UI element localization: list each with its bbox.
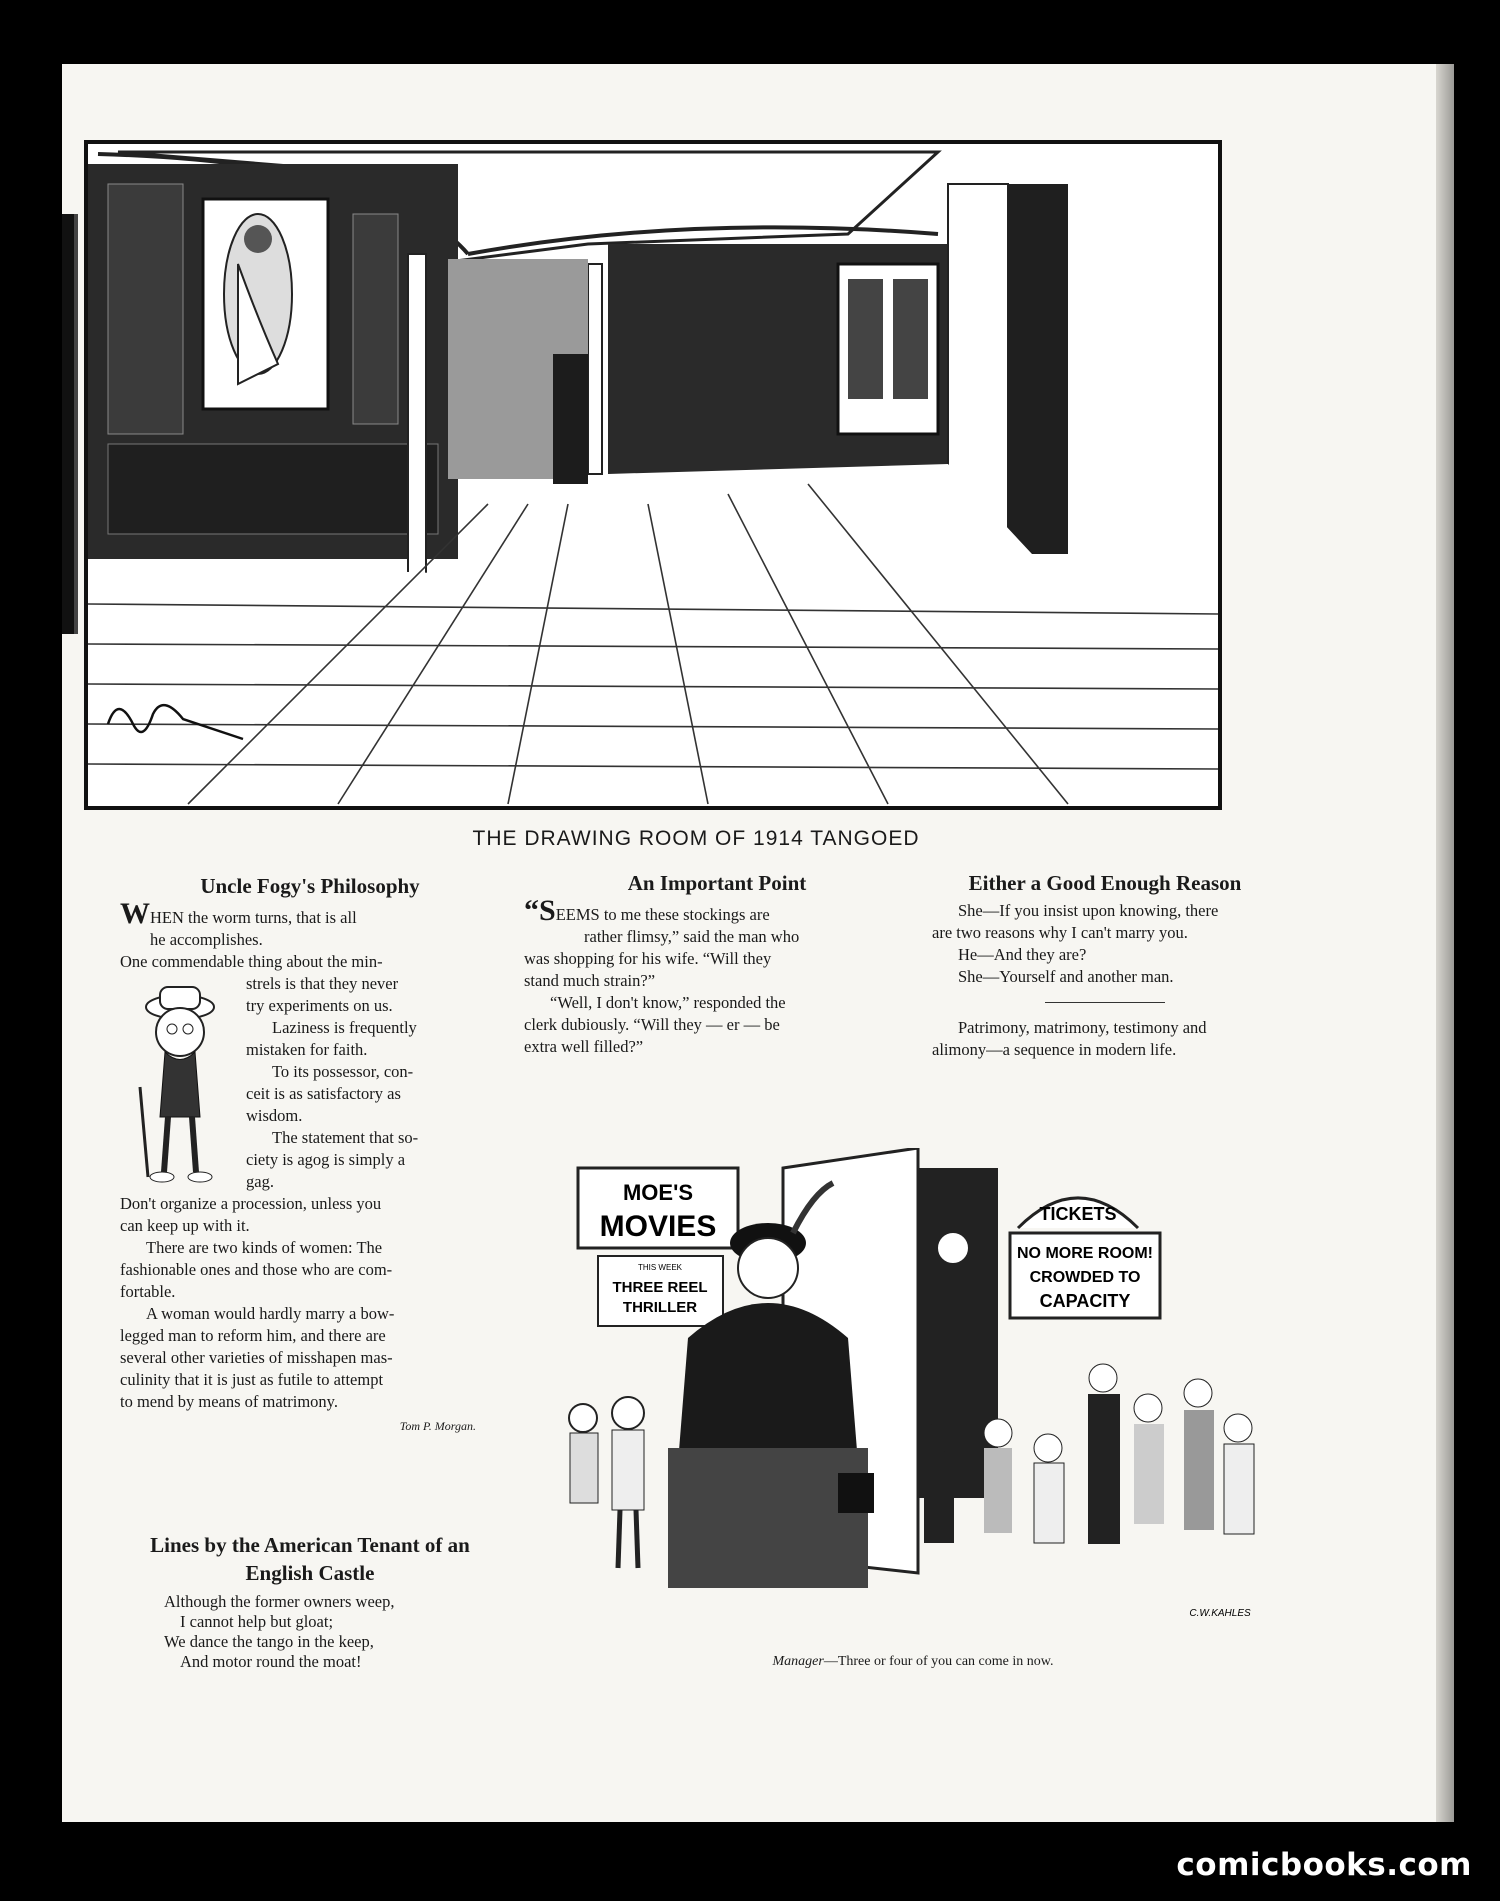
- sign-moes: MOE'S: [622, 1180, 694, 1205]
- divider: [1045, 1002, 1165, 1003]
- caption-speaker: Manager: [772, 1654, 824, 1669]
- poem-line: I cannot help but gloat;: [180, 1612, 334, 1631]
- uncle-fogy-illustration: [120, 977, 240, 1187]
- article-good-enough-reason: [932, 872, 1278, 1061]
- text-line: She—If you insist upon knowing, there: [958, 901, 1219, 920]
- text-line: wisdom.: [246, 1106, 303, 1125]
- drop-cap: W: [120, 897, 150, 930]
- page-spine-shadow: [1436, 64, 1454, 1822]
- sign-crowded-to: CROWDED TO: [1029, 1269, 1141, 1286]
- poem-american-tenant: [120, 1532, 500, 1672]
- text-line: rather flimsy,” said the man who: [584, 927, 800, 946]
- text-line: Laziness is frequently: [272, 1018, 417, 1037]
- sign-movies: MOVIES: [599, 1210, 717, 1243]
- headline: Either a Good Enough Reason: [968, 871, 1242, 895]
- text-line: He—And they are?: [958, 945, 1087, 964]
- text-line: ciety is agog is simply a: [246, 1150, 406, 1169]
- text-line: are two reasons why I can't marry you.: [932, 923, 1188, 942]
- caption-text: —Three or four of you can come in now.: [823, 1654, 1054, 1669]
- drawing-room-illustration: [84, 140, 1222, 810]
- poem-headline-line-2: English Castle: [245, 1561, 375, 1585]
- text-line: was shopping for his wife. “Will they: [524, 949, 772, 968]
- movie-theater-cartoon: [548, 1148, 1278, 1636]
- poem-headline-line-1: Lines by the American Tenant of an: [150, 1533, 470, 1557]
- text-line: The statement that so-: [272, 1128, 419, 1147]
- cartoon-caption: [548, 1654, 1278, 1670]
- text-line: HEN the worm turns, that is all: [150, 908, 357, 927]
- facing-page-edge: [62, 214, 78, 634]
- sign-three-reel: THREE REEL: [612, 1279, 708, 1296]
- text-line: stand much strain?”: [524, 971, 656, 990]
- text-line: fashionable ones and those who are com-: [120, 1260, 393, 1279]
- text-line: She—Yourself and another man.: [958, 967, 1174, 986]
- sign-this-week: THIS WEEK: [637, 1263, 683, 1272]
- text-line: To its possessor, con-: [272, 1062, 414, 1081]
- text-line: try experiments on us.: [246, 996, 393, 1015]
- text-line: A woman would hardly marry a bow-: [146, 1304, 395, 1323]
- poem-line: Although the former owners weep,: [164, 1592, 395, 1611]
- text-line: can keep up with it.: [120, 1216, 250, 1235]
- poem-line: And motor round the moat!: [180, 1652, 362, 1671]
- text-line: several other varieties of misshapen mas-: [120, 1348, 393, 1367]
- text-line: extra well filled?”: [524, 1037, 644, 1056]
- illustration-caption: THE DRAWING ROOM OF 1914 TANGOED: [472, 827, 920, 850]
- headline: Uncle Fogy's Philosophy: [200, 874, 420, 898]
- sign-tickets: TICKETS: [1039, 1204, 1117, 1224]
- text-line: mistaken for faith.: [246, 1040, 368, 1059]
- text-line: to mend by means of matrimony.: [120, 1392, 338, 1411]
- byline: Tom P. Morgan.: [399, 1419, 476, 1433]
- text-line: Don't organize a procession, unless you: [120, 1194, 382, 1213]
- text-line: There are two kinds of women: The: [146, 1238, 383, 1257]
- drop-cap: “S: [524, 894, 556, 927]
- text-line: One commendable thing about the min-: [120, 952, 383, 971]
- sign-no-more-room: NO MORE ROOM!: [1017, 1245, 1153, 1262]
- artist-signature: C.W.KAHLES: [1189, 1608, 1251, 1619]
- article-uncle-fogy: [120, 875, 500, 1437]
- text-line: clerk dubiously. “Will they — er — be: [524, 1015, 780, 1034]
- text-line: legged man to reform him, and there are: [120, 1326, 386, 1345]
- text-line: “Well, I don't know,” responded the: [550, 993, 786, 1012]
- epigram-line: Patrimony, matrimony, testimony and: [958, 1018, 1207, 1037]
- poem-line: We dance the tango in the keep,: [164, 1632, 374, 1651]
- watermark: comicbooks.com: [1176, 1847, 1472, 1883]
- text-line: gag.: [246, 1172, 274, 1191]
- text-line: ceit is as satisfactory as: [246, 1084, 401, 1103]
- sign-thriller: THRILLER: [622, 1299, 698, 1316]
- article-important-point: [524, 872, 910, 1058]
- sign-capacity: CAPACITY: [1039, 1291, 1131, 1311]
- text-line: EEMS to me these stockings are: [555, 905, 770, 924]
- text-line: fortable.: [120, 1282, 176, 1301]
- text-line: culinity that it is just as futile to attempt: [120, 1370, 384, 1389]
- text-line: he accomplishes.: [150, 930, 263, 949]
- text-line: strels is that they never: [246, 974, 399, 993]
- epigram-line: alimony—a sequence in modern life.: [932, 1040, 1177, 1059]
- headline: An Important Point: [627, 871, 807, 895]
